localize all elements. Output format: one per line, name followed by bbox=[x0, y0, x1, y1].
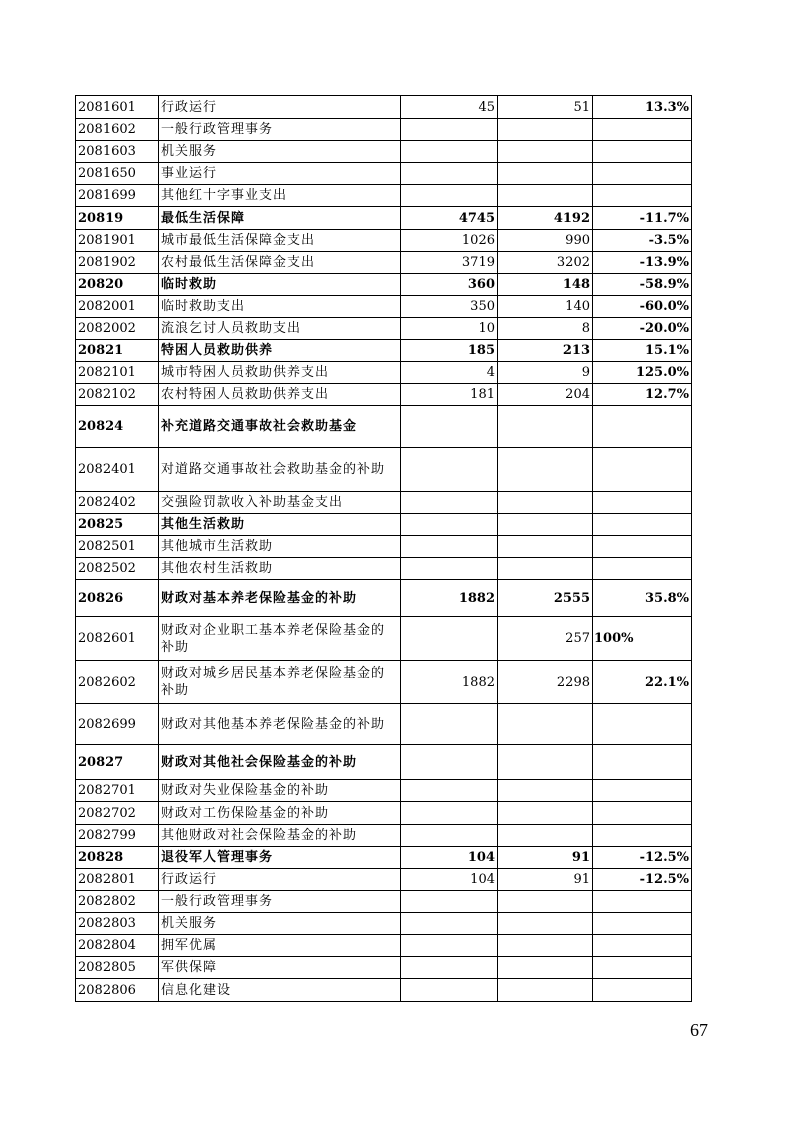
item-name: 补充道路交通事故社会救助基金 bbox=[159, 406, 401, 448]
item-code: 2082102 bbox=[76, 384, 159, 406]
value-a bbox=[401, 979, 498, 1002]
table-row bbox=[76, 362, 692, 384]
change-percent bbox=[593, 558, 692, 580]
value-b bbox=[498, 957, 593, 979]
table-row bbox=[76, 661, 692, 704]
value-a bbox=[401, 913, 498, 935]
item-name: 其他红十字事业支出 bbox=[159, 185, 401, 207]
table-row-category bbox=[76, 207, 692, 230]
value-b bbox=[498, 558, 593, 580]
value-a: 3719 bbox=[401, 252, 498, 274]
table-row-category bbox=[76, 274, 692, 296]
item-code: 2082602 bbox=[76, 661, 159, 704]
change-percent bbox=[593, 825, 692, 847]
value-a bbox=[401, 119, 498, 141]
table-row bbox=[76, 891, 692, 913]
item-name: 机关服务 bbox=[159, 913, 401, 935]
value-a bbox=[401, 891, 498, 913]
table-row-category bbox=[76, 580, 692, 617]
value-b bbox=[498, 745, 593, 780]
table-row bbox=[76, 384, 692, 406]
item-name: 退役军人管理事务 bbox=[159, 847, 401, 869]
value-b: 91 bbox=[498, 847, 593, 869]
item-name: 财政对其他基本养老保险基金的补助 bbox=[159, 704, 401, 745]
item-code: 2082806 bbox=[76, 979, 159, 1002]
value-a: 1882 bbox=[401, 580, 498, 617]
value-b bbox=[498, 979, 593, 1002]
value-b: 213 bbox=[498, 340, 593, 362]
table-row-category bbox=[76, 847, 692, 869]
table-row bbox=[76, 252, 692, 274]
value-b: 148 bbox=[498, 274, 593, 296]
change-percent bbox=[593, 119, 692, 141]
item-code: 2082805 bbox=[76, 957, 159, 979]
item-code: 20824 bbox=[76, 406, 159, 448]
item-code: 2082401 bbox=[76, 448, 159, 492]
table-row bbox=[76, 163, 692, 185]
value-b bbox=[498, 913, 593, 935]
item-code: 2082702 bbox=[76, 802, 159, 825]
page-number: 67 bbox=[690, 1020, 708, 1040]
change-percent: 100% bbox=[593, 617, 692, 661]
item-code: 20820 bbox=[76, 274, 159, 296]
value-b bbox=[498, 514, 593, 536]
item-name: 拥军优属 bbox=[159, 935, 401, 957]
change-percent bbox=[593, 704, 692, 745]
item-code: 2082802 bbox=[76, 891, 159, 913]
value-a: 360 bbox=[401, 274, 498, 296]
table-row-category bbox=[76, 514, 692, 536]
item-name: 特困人员救助供养 bbox=[159, 340, 401, 362]
item-name: 财政对失业保险基金的补助 bbox=[159, 780, 401, 802]
table-row bbox=[76, 185, 692, 207]
change-percent: -12.5% bbox=[593, 847, 692, 869]
value-a: 181 bbox=[401, 384, 498, 406]
item-code: 2081650 bbox=[76, 163, 159, 185]
value-a bbox=[401, 957, 498, 979]
change-percent: -13.9% bbox=[593, 252, 692, 274]
item-name: 最低生活保障 bbox=[159, 207, 401, 230]
table-row-category bbox=[76, 340, 692, 362]
value-a bbox=[401, 617, 498, 661]
item-code: 2082799 bbox=[76, 825, 159, 847]
value-b bbox=[498, 163, 593, 185]
item-name: 农村最低生活保障金支出 bbox=[159, 252, 401, 274]
value-a bbox=[401, 704, 498, 745]
table-row bbox=[76, 230, 692, 252]
value-a: 10 bbox=[401, 318, 498, 340]
value-b bbox=[498, 119, 593, 141]
table-row bbox=[76, 119, 692, 141]
item-code: 20825 bbox=[76, 514, 159, 536]
item-code: 2081602 bbox=[76, 119, 159, 141]
value-b: 91 bbox=[498, 869, 593, 891]
value-a: 4745 bbox=[401, 207, 498, 230]
value-b bbox=[498, 802, 593, 825]
table-row bbox=[76, 869, 692, 891]
value-a bbox=[401, 406, 498, 448]
value-a bbox=[401, 825, 498, 847]
value-b: 3202 bbox=[498, 252, 593, 274]
item-code: 2082402 bbox=[76, 492, 159, 514]
value-b: 9 bbox=[498, 362, 593, 384]
item-code: 2082101 bbox=[76, 362, 159, 384]
value-a: 350 bbox=[401, 296, 498, 318]
item-name: 信息化建设 bbox=[159, 979, 401, 1002]
change-percent bbox=[593, 935, 692, 957]
item-name: 对道路交通事故社会救助基金的补助 bbox=[159, 448, 401, 492]
value-b: 204 bbox=[498, 384, 593, 406]
table-row bbox=[76, 96, 692, 119]
item-name: 财政对企业职工基本养老保险基金的补助 bbox=[159, 617, 401, 661]
value-b: 140 bbox=[498, 296, 593, 318]
change-percent bbox=[593, 957, 692, 979]
table-row bbox=[76, 913, 692, 935]
item-name: 财政对其他社会保险基金的补助 bbox=[159, 745, 401, 780]
item-name: 城市特困人员救助供养支出 bbox=[159, 362, 401, 384]
change-percent bbox=[593, 802, 692, 825]
item-name: 临时救助支出 bbox=[159, 296, 401, 318]
item-code: 2081902 bbox=[76, 252, 159, 274]
item-code: 2082001 bbox=[76, 296, 159, 318]
item-code: 20821 bbox=[76, 340, 159, 362]
item-name: 财政对城乡居民基本养老保险基金的补助 bbox=[159, 661, 401, 704]
value-b: 2555 bbox=[498, 580, 593, 617]
budget-table-body bbox=[76, 96, 692, 1002]
table-row bbox=[76, 957, 692, 979]
table-row bbox=[76, 492, 692, 514]
item-name: 其他生活救助 bbox=[159, 514, 401, 536]
change-percent bbox=[593, 141, 692, 163]
value-b bbox=[498, 185, 593, 207]
value-b: 4192 bbox=[498, 207, 593, 230]
value-a bbox=[401, 536, 498, 558]
item-name: 财政对工伤保险基金的补助 bbox=[159, 802, 401, 825]
value-a bbox=[401, 163, 498, 185]
item-code: 2082803 bbox=[76, 913, 159, 935]
item-name: 交强险罚款收入补助基金支出 bbox=[159, 492, 401, 514]
value-a: 185 bbox=[401, 340, 498, 362]
item-name: 其他城市生活救助 bbox=[159, 536, 401, 558]
item-name: 财政对基本养老保险基金的补助 bbox=[159, 580, 401, 617]
value-b bbox=[498, 891, 593, 913]
table-row bbox=[76, 802, 692, 825]
value-a: 104 bbox=[401, 847, 498, 869]
table-row bbox=[76, 704, 692, 745]
value-a bbox=[401, 935, 498, 957]
item-code: 20819 bbox=[76, 207, 159, 230]
table-row bbox=[76, 979, 692, 1002]
change-percent: 13.3% bbox=[593, 96, 692, 119]
value-b bbox=[498, 492, 593, 514]
item-name: 其他农村生活救助 bbox=[159, 558, 401, 580]
value-a bbox=[401, 185, 498, 207]
item-name: 军供保障 bbox=[159, 957, 401, 979]
item-code: 2082601 bbox=[76, 617, 159, 661]
table-row-category bbox=[76, 745, 692, 780]
item-code: 2081601 bbox=[76, 96, 159, 119]
value-b: 990 bbox=[498, 230, 593, 252]
change-percent: -12.5% bbox=[593, 869, 692, 891]
value-b bbox=[498, 935, 593, 957]
change-percent bbox=[593, 913, 692, 935]
item-code: 2082804 bbox=[76, 935, 159, 957]
table-row bbox=[76, 825, 692, 847]
item-name: 事业运行 bbox=[159, 163, 401, 185]
item-name: 临时救助 bbox=[159, 274, 401, 296]
change-percent: 12.7% bbox=[593, 384, 692, 406]
change-percent bbox=[593, 536, 692, 558]
change-percent: -11.7% bbox=[593, 207, 692, 230]
item-code: 20828 bbox=[76, 847, 159, 869]
value-a bbox=[401, 558, 498, 580]
item-name: 机关服务 bbox=[159, 141, 401, 163]
table-row bbox=[76, 448, 692, 492]
table-row bbox=[76, 141, 692, 163]
table-row bbox=[76, 536, 692, 558]
value-b: 51 bbox=[498, 96, 593, 119]
value-a bbox=[401, 448, 498, 492]
change-percent bbox=[593, 514, 692, 536]
value-b bbox=[498, 825, 593, 847]
change-percent bbox=[593, 979, 692, 1002]
table-row bbox=[76, 296, 692, 318]
change-percent: -20.0% bbox=[593, 318, 692, 340]
value-a bbox=[401, 802, 498, 825]
change-percent bbox=[593, 492, 692, 514]
item-name: 行政运行 bbox=[159, 869, 401, 891]
change-percent: -3.5% bbox=[593, 230, 692, 252]
table-row bbox=[76, 935, 692, 957]
change-percent bbox=[593, 745, 692, 780]
value-a: 1882 bbox=[401, 661, 498, 704]
item-code: 2082501 bbox=[76, 536, 159, 558]
value-a: 45 bbox=[401, 96, 498, 119]
item-name: 行政运行 bbox=[159, 96, 401, 119]
item-code: 2082801 bbox=[76, 869, 159, 891]
table-row bbox=[76, 318, 692, 340]
value-b bbox=[498, 448, 593, 492]
item-name: 其他财政对社会保险基金的补助 bbox=[159, 825, 401, 847]
change-percent bbox=[593, 163, 692, 185]
table-row bbox=[76, 617, 692, 661]
item-code: 2081699 bbox=[76, 185, 159, 207]
change-percent: 15.1% bbox=[593, 340, 692, 362]
value-b: 2298 bbox=[498, 661, 593, 704]
change-percent: -60.0% bbox=[593, 296, 692, 318]
value-a bbox=[401, 514, 498, 536]
value-b bbox=[498, 406, 593, 448]
value-a: 1026 bbox=[401, 230, 498, 252]
change-percent: 125.0% bbox=[593, 362, 692, 384]
item-name: 一般行政管理事务 bbox=[159, 891, 401, 913]
value-b bbox=[498, 141, 593, 163]
change-percent bbox=[593, 185, 692, 207]
value-a: 104 bbox=[401, 869, 498, 891]
item-code: 2081901 bbox=[76, 230, 159, 252]
value-b bbox=[498, 780, 593, 802]
item-code: 2081603 bbox=[76, 141, 159, 163]
table-row bbox=[76, 780, 692, 802]
value-a bbox=[401, 492, 498, 514]
table-row bbox=[76, 558, 692, 580]
item-code: 2082699 bbox=[76, 704, 159, 745]
item-name: 城市最低生活保障金支出 bbox=[159, 230, 401, 252]
change-percent bbox=[593, 448, 692, 492]
item-name: 流浪乞讨人员救助支出 bbox=[159, 318, 401, 340]
change-percent bbox=[593, 406, 692, 448]
item-name: 一般行政管理事务 bbox=[159, 119, 401, 141]
item-code: 2082701 bbox=[76, 780, 159, 802]
value-a bbox=[401, 141, 498, 163]
change-percent bbox=[593, 891, 692, 913]
value-b: 257 bbox=[498, 617, 593, 661]
value-b: 8 bbox=[498, 318, 593, 340]
budget-table bbox=[75, 95, 692, 1002]
item-code: 2082502 bbox=[76, 558, 159, 580]
change-percent: 22.1% bbox=[593, 661, 692, 704]
value-a bbox=[401, 780, 498, 802]
item-code: 20826 bbox=[76, 580, 159, 617]
value-a: 4 bbox=[401, 362, 498, 384]
change-percent: -58.9% bbox=[593, 274, 692, 296]
value-b bbox=[498, 536, 593, 558]
table-row-category bbox=[76, 406, 692, 448]
item-code: 20827 bbox=[76, 745, 159, 780]
change-percent bbox=[593, 780, 692, 802]
item-code: 2082002 bbox=[76, 318, 159, 340]
change-percent: 35.8% bbox=[593, 580, 692, 617]
value-a bbox=[401, 745, 498, 780]
value-b bbox=[498, 704, 593, 745]
item-name: 农村特困人员救助供养支出 bbox=[159, 384, 401, 406]
